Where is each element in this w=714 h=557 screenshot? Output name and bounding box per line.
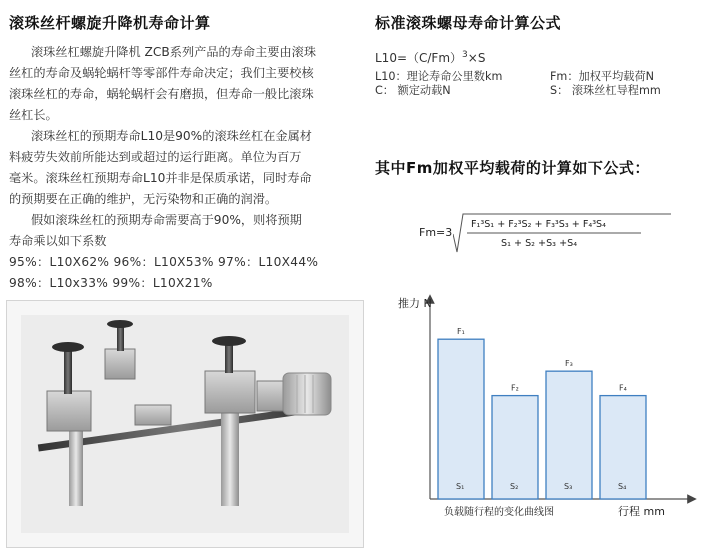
- para1-line1: 滚珠丝杠螺旋升降机 ZCB系列产品的寿命主要由滚珠: [31, 45, 317, 59]
- chart-caption: 负载随行程的变化曲线图: [444, 507, 554, 518]
- para1-line3: 滚珠丝杠的寿命，蜗轮蜗杆会有磨损，但寿命一般比滚珠: [9, 87, 314, 101]
- x-axis-label: 行程 mm: [618, 505, 665, 518]
- bar-label-2: F₂: [511, 383, 519, 393]
- formula-definitions: [375, 70, 695, 98]
- lifetime-title: 滚珠丝杆螺旋升降机寿命计算: [9, 14, 211, 32]
- product-photo: [6, 300, 364, 548]
- bar-label-4: F₄: [619, 383, 627, 393]
- para2-line4: 的预期要在正确的维护，无污染物和正确的润滑。: [9, 192, 278, 206]
- formula-tail: ×S: [467, 51, 486, 65]
- def-row: [375, 84, 695, 98]
- bar-1: [438, 339, 484, 499]
- category-label-4: S₄: [618, 482, 627, 491]
- fm-denominator: S₁ + S₂ +S₃ +S₄: [501, 238, 578, 249]
- formula-exponent: 3: [462, 50, 468, 60]
- fm-numerator: F₁³S₁ + F₂³S₂ + F₃³S₃ + F₄³S₄: [471, 219, 606, 230]
- para3-line1: 假如滚珠丝杠的预期寿命需要高于90%，则将预期: [31, 213, 302, 227]
- category-label-3: S₃: [564, 482, 573, 491]
- fm-title: 其中Fm加权平均载荷的计算如下公式：: [375, 159, 650, 177]
- load-chart: [392, 293, 706, 523]
- load-chart-svg: [392, 293, 706, 523]
- bar-3: [546, 371, 592, 499]
- para1-line2: 丝杠的寿命及蜗轮蜗杆等零部件寿命决定；我们主要校核: [9, 66, 314, 80]
- y-axis-label: 推力 N: [398, 297, 432, 310]
- para2-line1: 滚珠丝杠的预期寿命L10是90%的滚珠丝杠在金属材: [31, 129, 312, 143]
- def-l10: L10：理论寿命公里数km: [375, 70, 503, 83]
- category-label-1: S₁: [456, 482, 465, 491]
- intro-text: [9, 42, 344, 294]
- def-row: [375, 70, 695, 84]
- para2-line3: 毫米。滚珠丝杠预期寿命L10并非是保质承诺，同时寿命: [9, 171, 312, 185]
- life-formula: [375, 49, 485, 66]
- category-label-2: S₂: [510, 482, 519, 491]
- fm-formula: [419, 212, 679, 256]
- bar-label-1: F₁: [457, 327, 465, 337]
- factors-line2: 98%：L10x33% 99%：L10X21%: [9, 276, 213, 290]
- def-c: C： 额定动载N: [375, 84, 451, 97]
- formula-main: L10=（C/Fm）: [375, 51, 463, 65]
- para2-line2: 料疲劳失效前所能达到或超过的运行距离。单位为百万: [9, 150, 302, 164]
- def-fm: Fm：加权平均载荷N: [550, 70, 655, 83]
- screw-jack-illustration: [7, 301, 363, 547]
- bar-label-3: F₃: [565, 359, 573, 369]
- factors-line1: 95%：L10X62% 96%：L10X53% 97%：L10X44%: [9, 255, 319, 269]
- para1-line4: 丝杠长。: [9, 108, 58, 122]
- def-s: S： 滚珠丝杠导程mm: [550, 84, 661, 97]
- para3-line2: 寿命乘以如下系数: [9, 234, 107, 248]
- fm-prefix: Fm=3: [419, 226, 453, 239]
- formula-title: 标准滚珠螺母寿命计算公式: [375, 14, 562, 32]
